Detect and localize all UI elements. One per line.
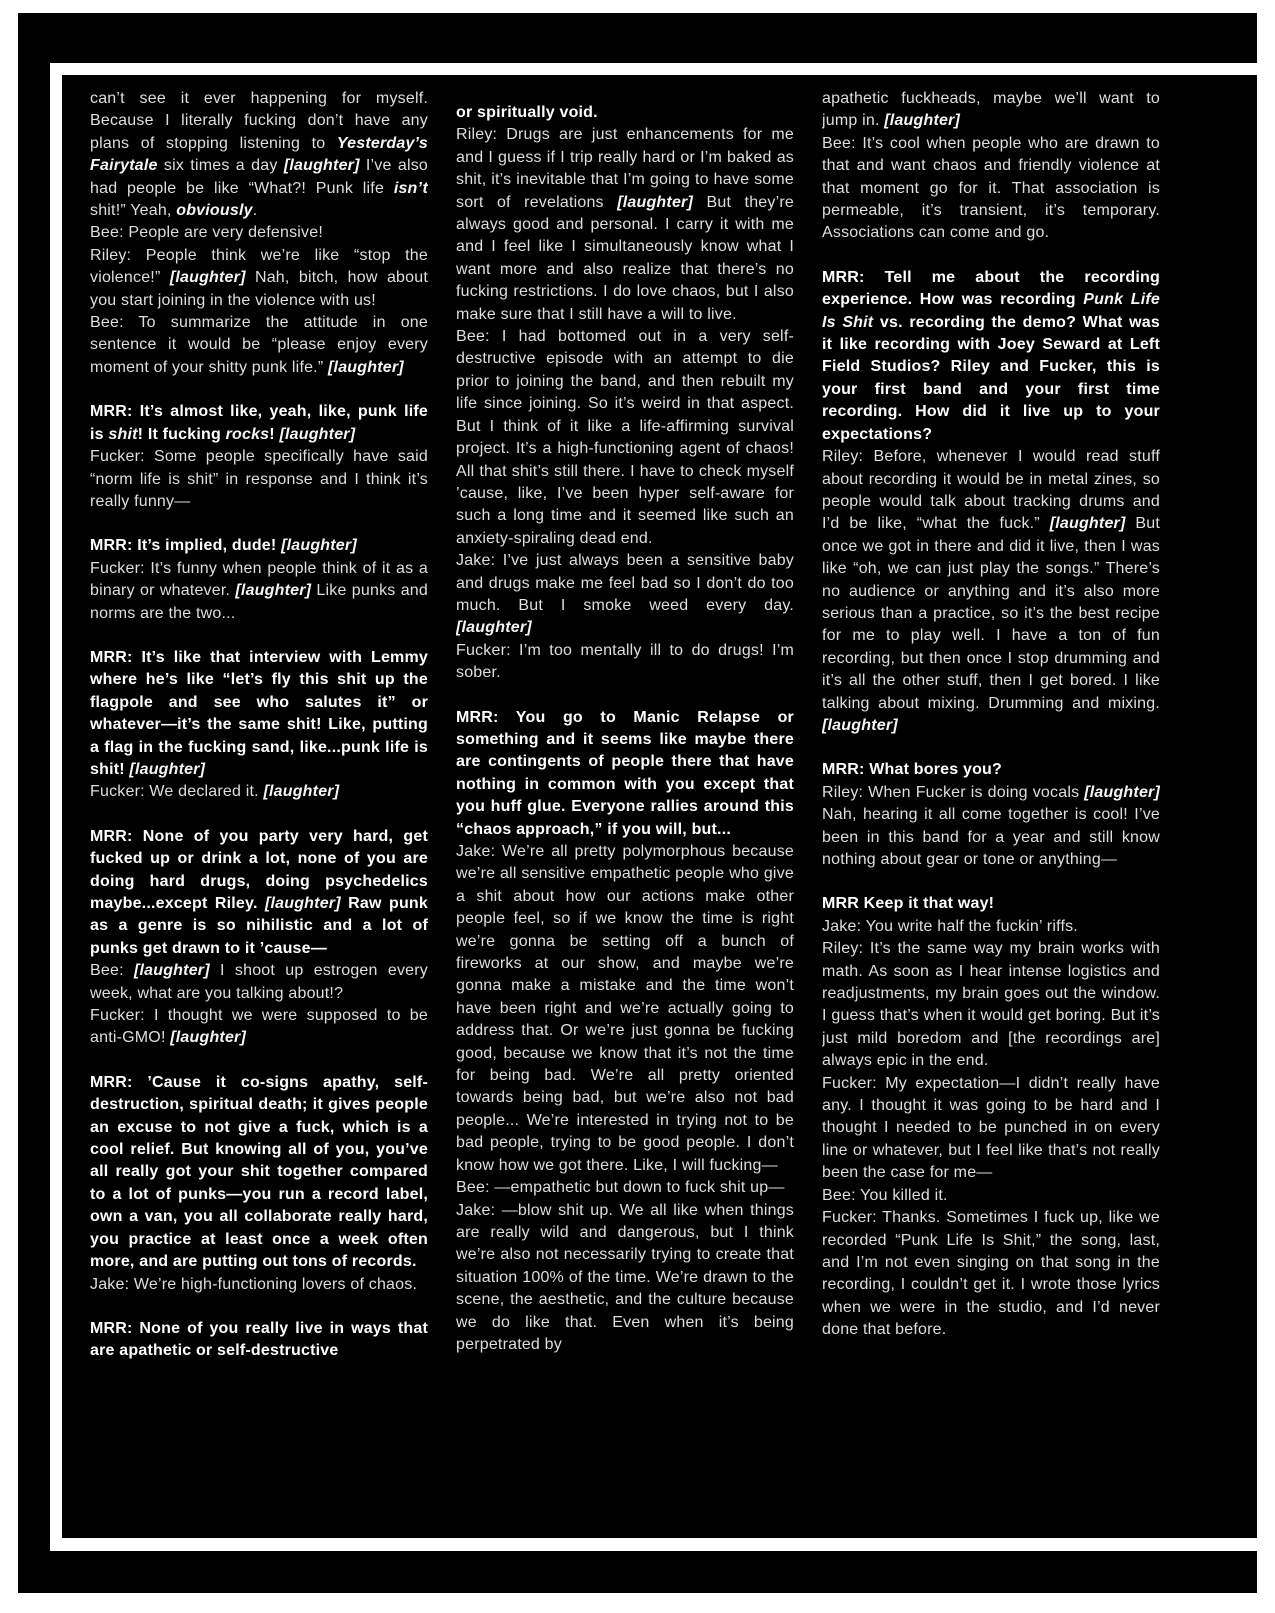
interview-answer [822, 782, 1160, 872]
body-text: Jake: I’ve just always been a sensitive baby and drugs make me feel bad so I don’t do too much. But I smoke weed every day. [456, 552, 794, 614]
body-text: MRR: ’Cause it co-signs apathy, self-destruction, spiritual death; it gives people an excuse to not give a fuck, which is a cool relief. But knowing all of you, you’ve all really got your shit together compared to a lot of punks—you run a record label, own a van, you all collaborate really hard, you practice at least once a week often more, and are putting out tons of records. [90, 1073, 428, 1271]
body-text: MRR: None of you really live in ways that are apathetic or self-destructive [90, 1319, 428, 1360]
emphasized-text: [laughter] [328, 358, 404, 376]
body-text: Bee: To summarize the attitude in one sentence it would be “please enjoy every moment of your shitty punk life.” [90, 314, 428, 376]
emphasized-text: shit [108, 425, 138, 443]
interview-answer [90, 312, 428, 379]
interview-answer [822, 133, 1160, 245]
body-text: can’t see it ever happening for myself. Because I literally fucking don’t have any plans of stopping listening to [90, 90, 428, 152]
body-text: Fucker: My expectation—I didn’t really have any. I thought it was going to be hard and I thought I needed to be punched in on every line or whatever, but I feel like that’s not really been the case for me— [822, 1074, 1160, 1182]
body-text: Riley: Drugs are just enhancements for me and I guess if I trip really hard or I’m baked as shit, it’s inevitable that I’m going to have some sort of revelations [456, 126, 794, 211]
body-text: Fucker: Thanks. Sometimes I fuck up, like we recorded “Punk Life Is Shit,” the song, last, and I’m not even singing on that song in the recording, I couldn’t get it. I wrote those lyrics when we were in the studio, and I’d never done that before. [822, 1209, 1160, 1339]
body-text: ! It fucking [137, 425, 226, 443]
body-text: Bee: People are very defensive! [90, 224, 324, 242]
body-text: Riley: Before, whenever I would read stuff about recording it would be in metal zines, so people would talk about tracking drums and I’d be like, “what the fuck.” [822, 448, 1160, 533]
body-text: But once we got in there and did it live, then I was like “oh, we can just play the songs.” There’s no audience or anything and it’s also more serious than a practice, so it’s the best recipe for me to play well. I have a ton of fun recording, but then once I stop drumming and it’s all the other stuff, then I get bored. I like talking about mixing. Drumming and mixing. [822, 515, 1160, 712]
interview-question [90, 647, 428, 781]
body-text: Nah, hearing it all come together is cool! I’ve been in this band for a year and still know nothing about gear or tone or anything— [822, 806, 1160, 868]
body-text: MRR: None of you party very hard, get fucked up or drink a lot, none of you are doing hard drugs, doing psychedelics maybe...except Riley. [90, 827, 428, 912]
emphasized-text: [laughter] [456, 619, 532, 637]
emphasized-text: [laughter] [264, 895, 341, 912]
body-text: Bee: —empathetic but down to fuck shit up— [456, 1179, 785, 1197]
emphasized-text: obviously [176, 202, 253, 220]
interview-answer [822, 446, 1160, 737]
interview-question [822, 267, 1160, 446]
emphasized-text: [laughter] [1049, 515, 1126, 533]
frame-rule-left [50, 63, 62, 1551]
interview-answer [90, 558, 428, 625]
interview-answer [90, 781, 428, 803]
body-text: Bee: It’s cool when people who are drawn to that and want chaos and friendly violence at that moment go for it. That association is permeable, it’s transient, it’s temporary. Associations can come and go. [822, 134, 1160, 242]
interview-answer [90, 446, 428, 513]
interview-answer [90, 245, 428, 312]
interview-answer [822, 1073, 1160, 1185]
body-text: I’ve also had people be like “What?! Punk life [90, 157, 428, 197]
body-text: vs. recording the demo? What was it like recording with Joey Seward at Left Field Studios? Riley and Fucker, this is your first band and your first time recording. How did it live up to your expectations? [822, 313, 1160, 443]
body-text: Like punks and norms are the two... [90, 582, 428, 622]
emphasized-text: Punk Life Is Shit [822, 291, 1160, 331]
body-text: six times a day [157, 157, 284, 175]
interview-question [822, 759, 1160, 781]
interview-answer [822, 1185, 1160, 1207]
body-text: or spiritually void. [456, 104, 598, 121]
body-text: Riley: People think we’re like “stop the violence!” [90, 246, 428, 287]
emphasized-text: [laughter] [279, 425, 356, 443]
body-text: Fucker: We declared it. [90, 783, 264, 801]
interview-answer [456, 124, 794, 326]
body-text: Jake: We’re all pretty polymorphous because we’re all sensitive empathetic people who give a shit about how our actions make other people feel, so if we know the time is right we’re gonna be setting off a bunch of fireworks at our show, and maybe we’re gonna make a mistake and the time won’t have been right and we’re actually going to address that. Or we’re just gonna be fucking good, because we know that it’s not the time for being bad. We’re all pretty oriented towards being bad, but we’re also not bad people... We’re interested in trying not to be bad people, trying to be good people. I don’t know how we got there. Like, I will fucking— [456, 843, 794, 1174]
interview-question [90, 1072, 428, 1274]
body-text: But they’re always good and personal. I carry it with me and I feel like I simultaneously know what I want more and also realize that there’s no fucking restrictions. I do love chaos, but I also make sure that I still have a will to live. [456, 193, 794, 323]
body-text: Jake: You write half the fuckin’ riffs. [822, 917, 1078, 935]
frame-rule-top [50, 63, 1257, 75]
interview-answer [456, 1200, 794, 1357]
body-text: Fucker: I thought we were supposed to be anti-GMO! [90, 1007, 428, 1047]
body-text: Raw punk as a genre is so nihilistic and a lot of punks get drawn to it ’cause— [90, 895, 428, 957]
interview-answer [456, 640, 794, 685]
body-text: Bee: You killed it. [822, 1186, 948, 1204]
emphasized-text: [laughter] [170, 1029, 247, 1047]
interview-answer [456, 841, 794, 1177]
interview-question [90, 1318, 428, 1363]
article-column-1 [90, 88, 428, 1530]
body-text: Jake: —blow shit up. We all like when things are really wild and dangerous, but I think we’re also not necessarily trying to create that situation 100% of the time. We’re drawn to the scene, the aesthetic, and the culture because we do like that. Even when it’s being perpetrated by [456, 1201, 794, 1353]
emphasized-text: [laughter] [133, 962, 210, 980]
interview-answer [90, 88, 428, 222]
body-text: ! [269, 425, 280, 443]
body-text: apathetic fuckheads, maybe we’ll want to jump in. [822, 90, 1160, 130]
interview-question [456, 102, 794, 124]
interview-answer [90, 1005, 428, 1050]
body-text: Riley: When Fucker is doing vocals [822, 783, 1085, 801]
emphasized-text: [laughter] [263, 783, 340, 801]
body-text: MRR Keep it that way! [822, 895, 995, 913]
emphasized-text: [laughter] [235, 582, 312, 600]
article-column-2 [456, 88, 794, 1544]
body-text: shit!” Yeah, [90, 202, 177, 220]
interview-answer [822, 916, 1160, 938]
emphasized-text: rocks [225, 425, 270, 443]
emphasized-text: [laughter] [617, 193, 693, 211]
body-text: . [252, 202, 258, 220]
emphasized-text: [laughter] [169, 269, 246, 287]
emphasized-text: [laughter] [129, 760, 206, 778]
body-text: Fucker: Some people specifically have said “norm life is shit” in response and I think it’s really funny— [90, 448, 428, 510]
emphasized-text: [laughter] [1084, 783, 1160, 801]
interview-question [90, 401, 428, 446]
interview-question [90, 826, 428, 960]
interview-question [456, 707, 794, 841]
interview-answer [90, 960, 428, 1005]
article-column-3 [822, 88, 1160, 1530]
body-text: MRR: It’s implied, dude! [90, 537, 282, 555]
body-text: Nah, bitch, how about you start joining in the violence with us! [90, 269, 428, 309]
body-text: Fucker: I’m too mentally ill to do drugs! I’m sober. [456, 641, 794, 682]
interview-answer [456, 1177, 794, 1199]
body-text: MRR: It’s like that interview with Lemmy where he’s like “let’s fly this shit up the flagpole and see who salutes it” or whatever—it’s the same shit! Like, putting a flag in the fucking sand, like...punk life is shit! [90, 648, 428, 778]
emphasized-text: isn’t [393, 179, 428, 197]
body-text: Fucker: It’s funny when people think of it as a binary or whatever. [90, 559, 428, 600]
body-text: MRR: What bores you? [822, 761, 1002, 779]
emphasized-text: [laughter] [283, 157, 360, 175]
body-text: Riley: It’s the same way my brain works with math. As soon as I hear intense logistics and readjustments, my brain goes out the window. I guess that’s when it would get boring. But it’s just mild boredom and [the recordings are] always epic in the end. [822, 940, 1160, 1070]
interview-answer [90, 222, 428, 244]
interview-answer [822, 1207, 1160, 1341]
body-text: MRR: You go to Manic Relapse or something and it seems like maybe there are contingents of people there that have nothing in common with you except that you huff glue. Everyone rallies around this “chaos approach,” if you will, but... [456, 708, 794, 838]
body-text: MRR: Tell me about the recording experience. How was recording [822, 268, 1160, 309]
body-text: I shoot up estrogen every week, what are you talking about!? [90, 962, 428, 1002]
interview-question [822, 893, 1160, 915]
interview-answer [456, 550, 794, 640]
body-text: Bee: [90, 962, 134, 980]
interview-question [90, 535, 428, 557]
emphasized-text: [laughter] [884, 112, 961, 130]
body-text: Jake: We’re high-functioning lovers of chaos. [90, 1275, 418, 1293]
body-text: MRR: It’s almost like, yeah, like, punk life is [90, 403, 428, 443]
emphasized-text: Yesterday’s Fairytale [90, 134, 428, 175]
interview-answer [90, 1274, 428, 1296]
body-text: Bee: I had bottomed out in a very self-destructive episode with an attempt to die prior to joining the band, and then rebuilt my life since joining. So it’s weird in that aspect. But I think of it like a life-affirming survival project. It’s a high-functioning agent of chaos! All that shit’s still there. I have to check myself ’cause, like, I’ve been hyper self-aware for such a long time and it seemed like such an anxiety-spiraling dead end. [456, 328, 794, 547]
interview-answer [822, 938, 1160, 1072]
interview-answer [456, 326, 794, 550]
emphasized-text: [laughter] [822, 716, 898, 734]
interview-answer [822, 88, 1160, 133]
emphasized-text: [laughter] [281, 537, 357, 555]
